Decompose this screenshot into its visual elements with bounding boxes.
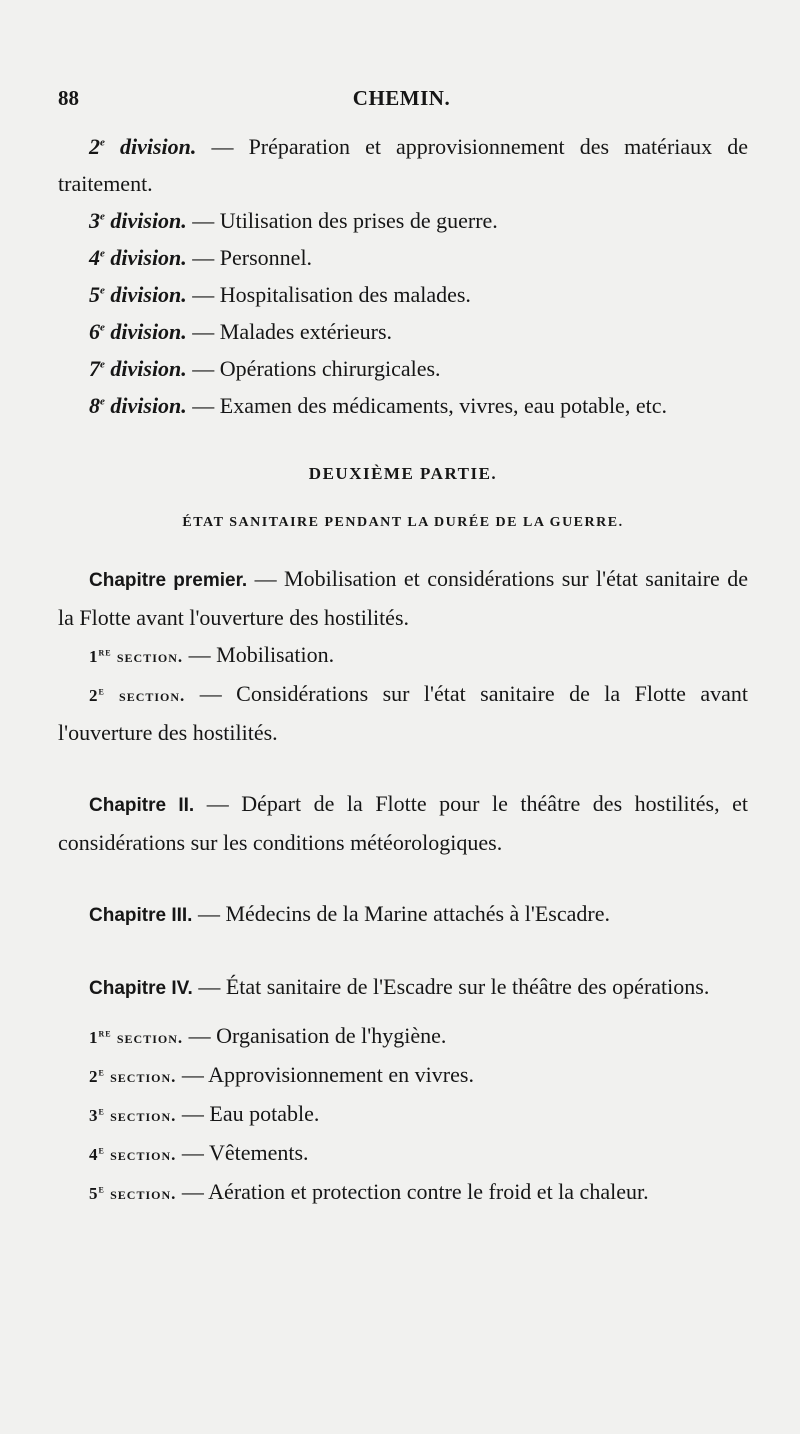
chapter-heading xyxy=(58,785,748,861)
chapter-text: — Médecins de la Marine attachés à l'Escadre. xyxy=(192,901,610,926)
division-entry xyxy=(58,313,748,350)
page-number: 88 xyxy=(58,86,79,110)
page-header xyxy=(58,86,745,116)
running-title: CHEMIN. xyxy=(352,86,451,110)
chapter-label: Chapitre premier. xyxy=(89,570,248,591)
section-label: 1re section. xyxy=(89,646,184,666)
chapter-heading xyxy=(58,895,748,934)
division-label: 2e division. xyxy=(89,134,197,159)
section-text: — Eau potable. xyxy=(181,1101,320,1126)
section-entry xyxy=(58,675,748,751)
chapter-label: Chapitre II. xyxy=(89,795,195,816)
section-entry xyxy=(58,1134,748,1173)
division-label: 6e division. xyxy=(89,319,187,344)
section-text: — Approvisionnement en vivres. xyxy=(181,1062,474,1087)
division-text: — Examen des médicaments, vivres, eau potable, etc. xyxy=(192,393,667,418)
section-label: 5e section. xyxy=(89,1183,177,1203)
section-entry xyxy=(58,636,748,675)
division-label: 5e division. xyxy=(89,282,187,307)
division-label: 4e division. xyxy=(89,245,187,270)
section-entry xyxy=(58,1056,748,1095)
chapter-text: — Départ de la Flotte pour le théâtre des hostilités, et considérations sur les conditions météorologiques. xyxy=(58,791,748,855)
section-label: 2e section. xyxy=(89,685,186,705)
section-entry xyxy=(58,1173,748,1212)
part-title: DEUXIÈME PARTIE. xyxy=(308,464,498,483)
division-text: — Hospitalisation des malades. xyxy=(192,282,471,307)
section-text: — Organisation de l'hygiène. xyxy=(188,1023,447,1048)
section-text: — Considérations sur l'état sanitaire de la Flotte avant l'ouverture des hostilités. xyxy=(58,681,749,745)
page-body xyxy=(58,128,748,1212)
section-text: — Aération et protection contre le froid et la chaleur. xyxy=(181,1179,649,1204)
section-entry xyxy=(58,1017,748,1056)
section-label: 4e section. xyxy=(89,1144,177,1164)
division-entry xyxy=(58,202,748,239)
division-text: — Opérations chirurgicales. xyxy=(192,356,441,381)
part-subtitle: ÉTAT SANITAIRE PENDANT LA DURÉE DE LA GUERRE. xyxy=(182,515,624,530)
chapter-heading xyxy=(58,560,748,636)
chapter-text: — État sanitaire de l'Escadre sur le théâtre des opérations. xyxy=(192,974,710,999)
division-entry xyxy=(58,128,748,202)
division-label: 3e division. xyxy=(89,208,187,233)
section-entry xyxy=(58,1095,748,1134)
division-entry xyxy=(58,387,748,424)
division-entry xyxy=(58,239,748,276)
chapter-heading xyxy=(58,968,748,1007)
section-text: — Mobilisation. xyxy=(188,642,335,667)
division-label: 7e division. xyxy=(89,356,187,381)
section-label: 1re section. xyxy=(89,1027,184,1047)
division-text: — Utilisation des prises de guerre. xyxy=(192,208,498,233)
division-entry xyxy=(58,276,748,313)
division-text: — Malades extérieurs. xyxy=(192,319,393,344)
division-text: — Personnel. xyxy=(192,245,313,270)
section-text: — Vêtements. xyxy=(181,1140,309,1165)
division-text: — Préparation et approvisionnement des matériaux de traitement. xyxy=(58,134,748,196)
chapter-label: Chapitre III. xyxy=(89,905,193,926)
chapter-label: Chapitre IV. xyxy=(89,978,193,999)
division-entry xyxy=(58,350,748,387)
division-label: 8e division. xyxy=(89,393,187,418)
chapter-text: — Mobilisation et considérations sur l'état sanitaire de la Flotte avant l'ouverture des hostilités. xyxy=(58,566,748,630)
section-label: 2e section. xyxy=(89,1066,177,1086)
section-label: 3e section. xyxy=(89,1105,177,1125)
